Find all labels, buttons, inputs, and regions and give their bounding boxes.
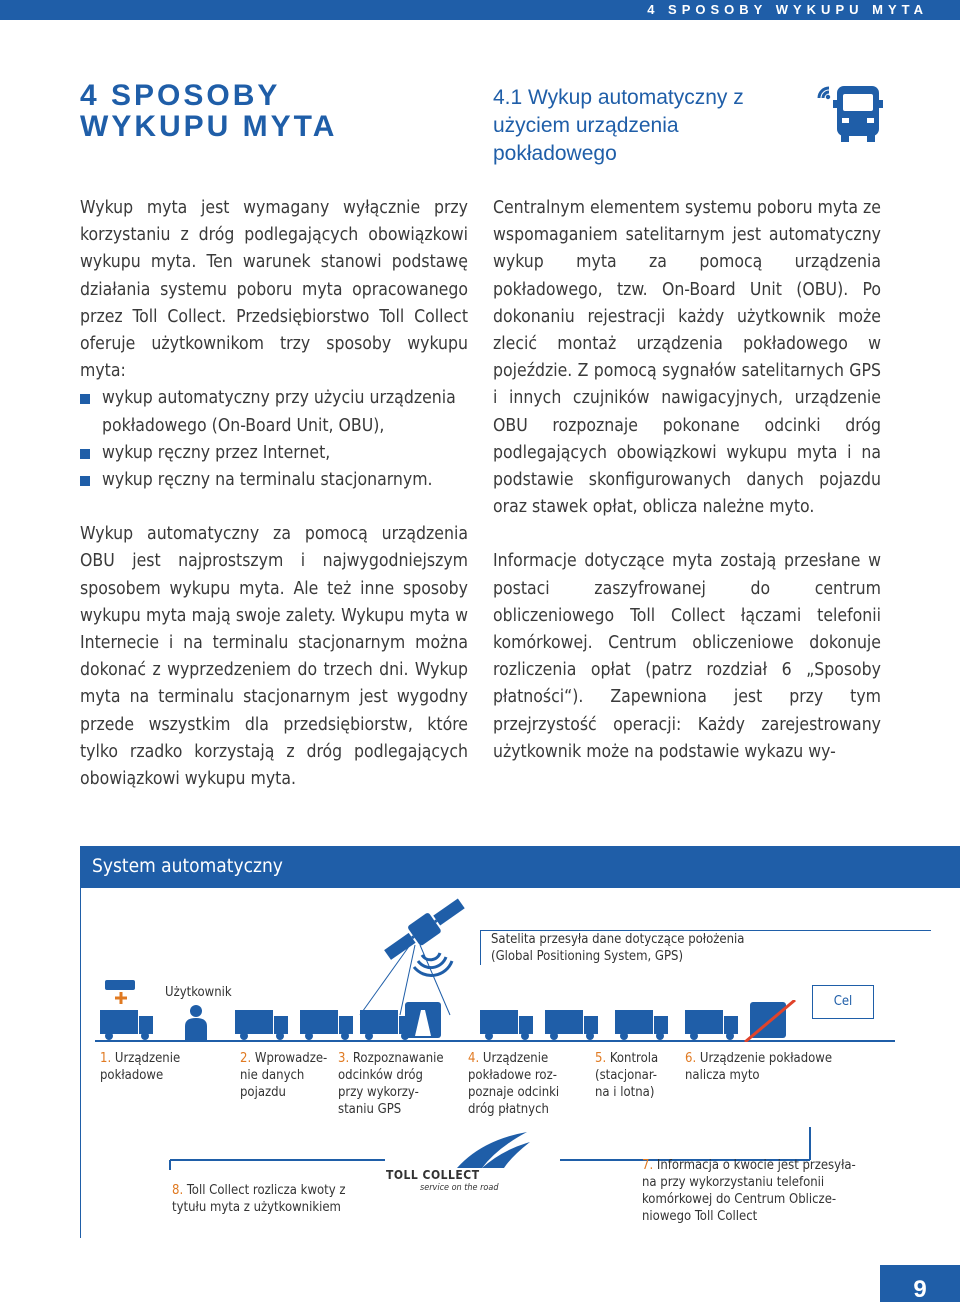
step-text: tytułu myta z użytkownikiem xyxy=(172,1200,341,1215)
running-header-bar xyxy=(0,0,960,20)
trucks-row xyxy=(95,1000,895,1042)
list-item: wykup automatyczny przy użyciu urządzenia pokładowego (On-Board Unit, OBU), xyxy=(80,385,468,439)
step-number: 6. xyxy=(685,1051,697,1066)
section-heading: 4.1 Wykup automatyczny z użyciem urządzenia pokładowego xyxy=(493,86,744,165)
step-text: komórkowej do Centrum Oblicze- xyxy=(642,1192,837,1207)
step-text: przy wykorzy- xyxy=(338,1085,419,1100)
step-text: staniu GPS xyxy=(338,1102,402,1117)
step-5 xyxy=(595,1050,658,1101)
intro-paragraph: Wykup myta jest wymagany wyłącznie przy korzystaniu z dróg podlegających obowiązkowi wykupu myta. Ten warunek stanowi podstawę działania systemu poboru myta opracowanego przez Toll Collect. Przedsiębiorstwo Toll Collect oferuje użytkownikom trzy sposoby wykupu myta: xyxy=(80,198,468,382)
step-number: 1. xyxy=(100,1051,112,1066)
step-text: odcinków dróg xyxy=(338,1068,423,1083)
step-text: Urządzenie xyxy=(482,1051,549,1066)
step-text: nalicza myto xyxy=(685,1068,760,1083)
step-text: na przy wykorzystaniu telefonii xyxy=(642,1175,825,1190)
step-6 xyxy=(685,1050,832,1084)
left-column xyxy=(80,195,468,793)
step-4 xyxy=(468,1050,559,1118)
diagram-title: System automatyczny xyxy=(92,855,283,877)
step-number: 8. xyxy=(172,1183,184,1198)
step-text: poznaje odcinki xyxy=(468,1085,560,1100)
right-column xyxy=(493,195,881,766)
obu-paragraph: Wykup automatyczny za pomocą urządzenia OBU jest najprostszym i najwygodniejszym sposobem wykupu myta. Ale też inne sposoby wykupu myta mają swoje zalety. Wykupu myta w Internecie i na terminalu stacjonarnym można dokonać z wyprzedzeniem do trzech dni. Wykup myta na terminalu stacjonarnym jest wygodny przede wszystkim dla przedsiębiorstw, które tylko rzadko korzystają z dróg podlegających obowiązkowi wykupu myta. xyxy=(80,524,468,790)
step-number: 4. xyxy=(468,1051,480,1066)
step-number: 2. xyxy=(240,1051,252,1066)
step-7 xyxy=(642,1157,856,1225)
step-text: Urządzenie pokładowe xyxy=(699,1051,833,1066)
step-text: na i lotna) xyxy=(595,1085,655,1100)
step-text: Rozpoznawanie xyxy=(352,1051,444,1066)
goal-box: Cel xyxy=(812,985,874,1019)
toll-collect-logo-tagline: service on the road xyxy=(420,1183,499,1193)
heading-line2: WYKUPU MYTA xyxy=(80,110,338,143)
step-text: pojazdu xyxy=(240,1085,286,1100)
satellite-text-line2: (Global Positioning System, GPS) xyxy=(491,949,684,964)
satellite-callout xyxy=(480,930,931,965)
step-3 xyxy=(338,1050,444,1118)
list-item: wykup ręczny na terminalu stacjonarnym. xyxy=(80,467,468,494)
step-8 xyxy=(172,1182,346,1216)
step-text: Urządzenie xyxy=(114,1051,181,1066)
toll-collect-logo-name: TOLL COLLECT xyxy=(386,1168,480,1182)
user-label: Użytkownik xyxy=(165,985,232,1000)
payment-methods-list xyxy=(80,385,468,494)
diagram-title-bar xyxy=(80,846,960,888)
step-2 xyxy=(240,1050,327,1101)
step-text: nie danych xyxy=(240,1068,305,1083)
step-text: Informacja o kwocie jest przesyła- xyxy=(656,1158,856,1173)
list-item: wykup ręczny przez Internet, xyxy=(80,440,468,467)
step-text: dróg płatnych xyxy=(468,1102,549,1117)
step-number: 3. xyxy=(338,1051,350,1066)
step-text: Toll Collect rozlicza kwoty z xyxy=(186,1183,346,1198)
satellite-text-line1: Satelita przesyła dane dotyczące położenia xyxy=(491,932,745,947)
running-title: 4 SPOSOBY WYKUPU MYTA xyxy=(647,2,928,17)
step-text: pokładowe xyxy=(100,1068,164,1083)
step-text: pokładowe roz- xyxy=(468,1068,557,1083)
data-transfer-paragraph: Informacje dotyczące myta zostają przesłane w postaci zaszyfrowanej do centrum obliczeniowego Toll Collect łączami telefonii komórkowej. Centrum obliczeniowe dokonuje rozliczenia opłat (patrz rozdział 6 „Sposoby płatności“). Zapewniona jest przy tym przejrzystość operacji: Każdy zarejestrowany użytkownik może na podstawie wykazu wy- xyxy=(493,551,881,762)
step-text: Kontrola xyxy=(609,1051,659,1066)
step-1 xyxy=(100,1050,180,1084)
step-text: (stacjonar- xyxy=(595,1068,658,1083)
page-number: 9 xyxy=(880,1265,960,1302)
truck-gps-icon xyxy=(815,82,887,144)
step-number: 5. xyxy=(595,1051,607,1066)
obu-description-paragraph: Centralnym elementem systemu poboru myta ze wspomaganiem satelitarnym jest automatyczny wykup myta za pomocą urządzenia pokładowego, tzw. On-Board Unit (OBU). Po dokonaniu rejestracji każdy użytkownik może zlecić montaż urządzenia pokładowego w pojeździe. Z pomocą sygnałów satelitarnych GPS i innych czujników nawigacyjnych, urządzenie OBU rozpoznaje pokonane odcinki dróg podlegających obowiązkowi wykupu myta i na podstawie skonfigurowanych danych pojazdu oraz stawek opłat, oblicza należne myto. xyxy=(493,198,881,518)
chapter-heading xyxy=(80,80,460,142)
heading-line1: 4 SPOSOBY xyxy=(80,79,281,112)
step-number: 7. xyxy=(642,1158,654,1173)
step-text: niowego Toll Collect xyxy=(642,1209,758,1224)
toll-collect-logo-icon xyxy=(452,1130,532,1170)
step-text: Wprowadze- xyxy=(254,1051,328,1066)
